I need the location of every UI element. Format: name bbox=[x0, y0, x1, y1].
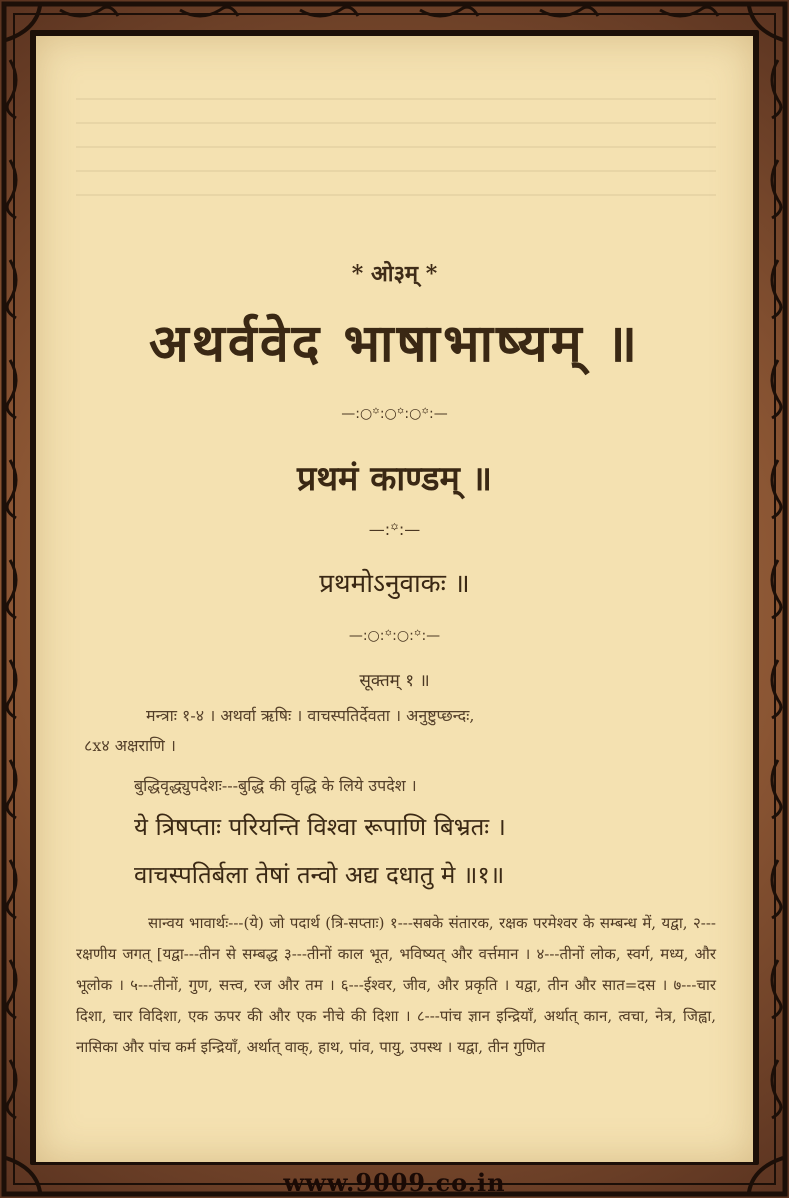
ornament-divider-mid: —:꙳:— bbox=[368, 520, 421, 539]
invocation: * ओ३म् * bbox=[351, 261, 438, 287]
sukta-heading: सूक्तम् १ ॥ bbox=[359, 671, 430, 691]
website-url: www.9009.co.in bbox=[283, 1168, 506, 1197]
mantra-line2: वाचस्पतिर्बला तेषां तन्वो अद्य दधातु मे ॥१॥ bbox=[134, 861, 505, 889]
commentary-paragraph: सान्वय भावार्थः---(ये) जो पदार्थ (त्रि-सप्ताः) १---सबके संतारक, रक्षक परमेश्वर के सम्बन्ध में, यद्वा, २---रक्षणीय जगत् [यद्वा---तीन से सम्बद्ध ३---तीनों काल भूत, भविष्यत् और वर्त्तमान । ४---तीनों लोक, स्वर्ग, मध्य, और भूलोक । ५---तीनों, गुण, सत्त्व, रज और तम । ६---ईश्वर, जीव, और प्रकृति । यद्वा, तीन और सात=दस । ७---चार दिशा, चार विदिशा, एक ऊपर की और एक नीचे की दिशा । ८---पांच ज्ञान इन्द्रियाँ, अर्थात् कान, त्वचा, नेत्र, जिह्वा, नासिका और पांच कर्म इन्द्रियाँ, अर्थात् वाक्, हाथ, पांव, पायु, उपस्थ । यद्वा, तीन गुणित bbox=[76, 914, 716, 1056]
ornament-divider-top: —:○꙳:○꙳:○꙳:— bbox=[341, 406, 448, 422]
mantra-metadata-line1: मन्त्राः १-४ । अथर्वा ऋषिः । वाचस्पतिर्देवता । अनुष्टुप्छन्दः, bbox=[146, 706, 475, 725]
page-title: अथर्ववेद भाषाभाष्यम् ॥ bbox=[148, 313, 641, 374]
scanned-page bbox=[36, 36, 753, 1162]
mantra-line1: ये त्रिषप्ताः परियन्ति विश्वा रूपाणि बिभ्रतः । bbox=[134, 813, 506, 841]
anuvaka-heading: प्रथमोऽनुवाकः ॥ bbox=[319, 569, 470, 599]
mantra-metadata-line2: ८x४ अक्षराणि । bbox=[84, 736, 176, 755]
bleed-through-texture bbox=[76, 76, 716, 236]
topic-line: बुद्धिवृद्ध्युपदेशः---बुद्धि की वृद्धि के लिये उपदेश । bbox=[134, 776, 417, 795]
ornament-divider-bottom: —:○:꙳:○:꙳:— bbox=[348, 628, 441, 644]
kanda-heading: प्रथमं काण्डम् ॥ bbox=[296, 459, 493, 499]
